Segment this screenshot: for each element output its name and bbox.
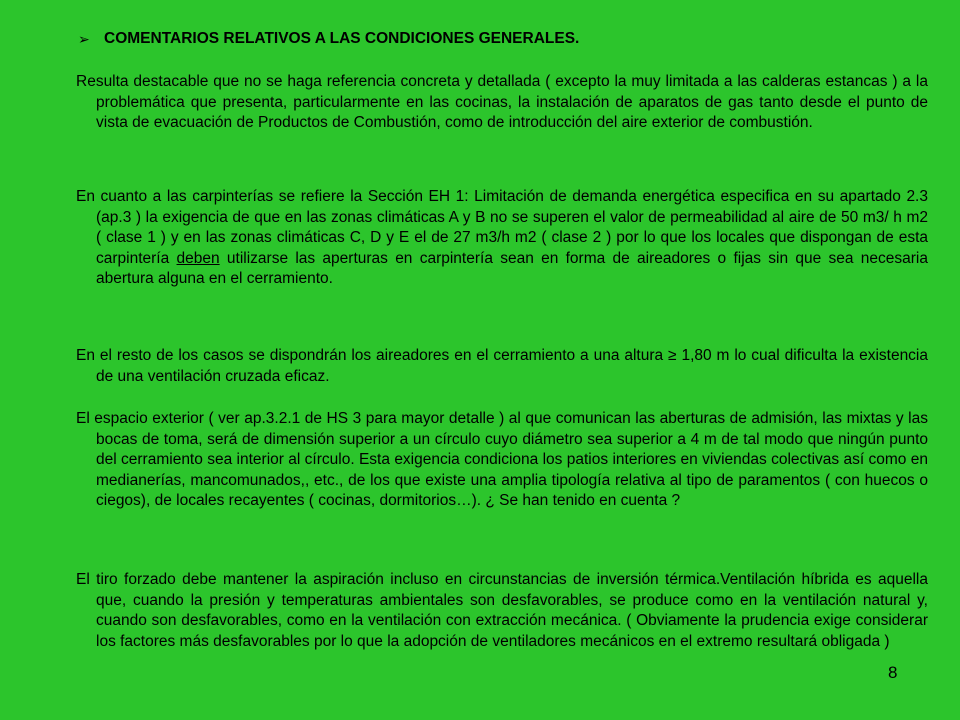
paragraph-carpentry-text-start: En cuanto a las carpinterías se refiere la Sección EH 1: Limitación de demanda energética especifica en su apartado 2.3 (ap.3 ) la exigencia de que en las zonas climáticas A y B no se superen el valor de permeabilidad al aire de 50 m3/ h m2 ( clase 1 ) y en las zonas climáticas C, D y E el de 27 m3/h m2 ( clase 2 ) por lo que los locales que dispongan de esta carpintería [76, 188, 928, 267]
underlined-word-deben: deben [176, 249, 220, 267]
paragraph-exterior-space: El espacio exterior ( ver ap.3.2.1 de HS 3 para mayor detalle ) al que comunican las aberturas de admisión, las mixtas y las bocas de toma, será de dimensión superior a un círculo cuyo diámetro sea superior a 4 m de tal modo que ningún punto del cerramiento sea interior al círculo. Esta exigencia condiciona los patios interiores en viviendas colectivas así como en medianerías, mancomunados,, etc., de los que existe una amplia tipología relativa al tipo de paramentos ( con huecos o ciegos), de locales recayentes ( cocinas, dormitorios…). ¿ Se han tenido en cuenta ? [76, 410, 928, 509]
section-heading-text: COMENTARIOS RELATIVOS A LAS CONDICIONES GENERALES. [104, 30, 580, 47]
paragraph-carpentry [76, 187, 928, 290]
paragraph-carpentry-text-end: utilizarse las aperturas en carpintería sean en forma de aireadores o fijas sin que sea necesaria abertura alguna en el cerramiento. [96, 249, 928, 287]
arrow-bullet-icon: ➢ [78, 31, 90, 47]
page-number: 8 [888, 663, 898, 682]
paragraph-gas-appliances: Resulta destacable que no se haga referencia concreta y detallada ( excepto la muy limitada a las calderas estancas ) a la problemática que presenta, particularmente en las cocinas, la instalación de aparatos de gas tanto desde el punto de vista de evacuación de Productos de Combustión, como de introducción del aire exterior de combustión. [76, 73, 928, 131]
paragraph-aerators: En el resto de los casos se dispondrán los aireadores en el cerramiento a una altura ≥ 1,80 m lo cual dificulta la existencia de una ventilación cruzada eficaz. [76, 347, 928, 385]
section-heading [78, 29, 938, 49]
paragraph-forced-draft: El tiro forzado debe mantener la aspiración incluso en circunstancias de inversión térmica.Ventilación híbrida es aquella que, cuando la presión y temperaturas ambientales son desfavorables, se produce como en la ventilación natural y, cuando son desfavorables, como en la ventilación con extracción mecánica. ( Obviamente la prudencia exige considerar los factores más desfavorables por lo que la adopción de ventiladores mecánicos en el extremo resultará obligada ) [76, 571, 928, 650]
